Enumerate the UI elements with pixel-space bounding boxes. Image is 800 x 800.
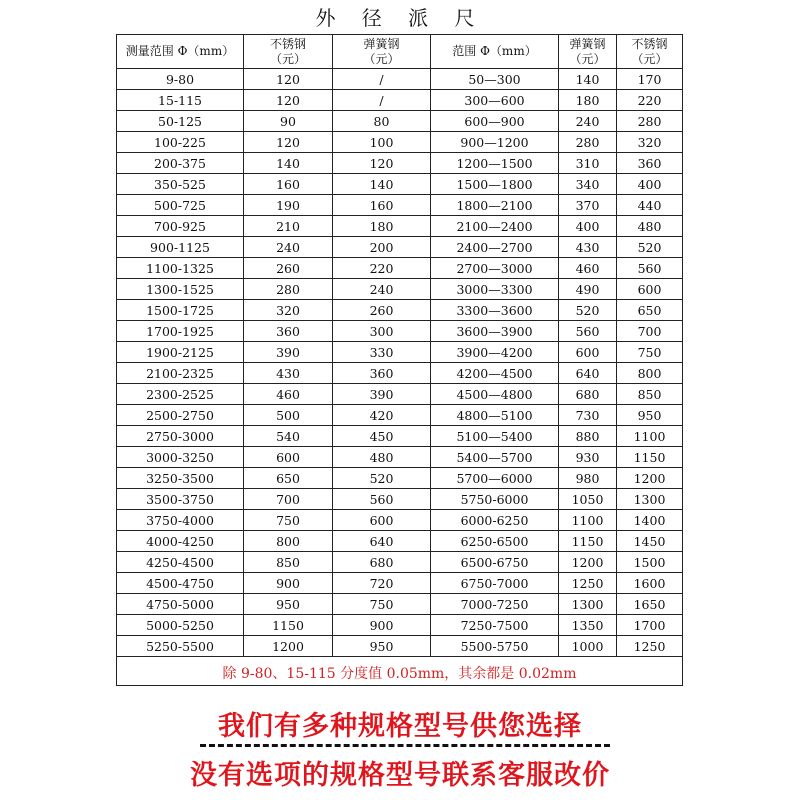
table-row xyxy=(117,426,683,447)
table-row xyxy=(117,258,683,279)
right-range-cell: 1200—1500 xyxy=(431,153,559,174)
right-spring-cell: 370 xyxy=(559,195,617,216)
left-stainless-cell: 750 xyxy=(244,510,333,531)
right-stainless-cell: 360 xyxy=(617,153,683,174)
right-range-cell: 2100—2400 xyxy=(431,216,559,237)
left-range-cell: 2300-2525 xyxy=(117,384,244,405)
right-range-cell: 6500-6750 xyxy=(431,552,559,573)
left-range-cell: 5000-5250 xyxy=(117,615,244,636)
left-stainless-cell: 240 xyxy=(244,237,333,258)
left-stainless-cell: 120 xyxy=(244,69,333,90)
table-row xyxy=(117,174,683,195)
right-spring-cell: 180 xyxy=(559,90,617,111)
right-stainless-cell: 1300 xyxy=(617,489,683,510)
left-stainless-cell: 600 xyxy=(244,447,333,468)
left-stainless-cell: 500 xyxy=(244,405,333,426)
note-cell xyxy=(117,657,683,686)
right-spring-cell: 980 xyxy=(559,468,617,489)
table-row xyxy=(117,489,683,510)
right-range-cell: 7250-7500 xyxy=(431,615,559,636)
left-spring-cell: 220 xyxy=(333,258,431,279)
right-stainless-cell: 480 xyxy=(617,216,683,237)
left-spring-cell: 140 xyxy=(333,174,431,195)
left-spring-cell: 260 xyxy=(333,300,431,321)
table-row xyxy=(117,342,683,363)
left-stainless-cell: 120 xyxy=(244,132,333,153)
right-stainless-cell: 1500 xyxy=(617,552,683,573)
left-stainless-cell: 800 xyxy=(244,531,333,552)
left-stainless-cell: 650 xyxy=(244,468,333,489)
table-row xyxy=(117,384,683,405)
left-range-cell: 15-115 xyxy=(117,90,244,111)
left-range-cell: 3000-3250 xyxy=(117,447,244,468)
right-spring-cell: 880 xyxy=(559,426,617,447)
left-spring-cell: 100 xyxy=(333,132,431,153)
left-stainless-cell: 190 xyxy=(244,195,333,216)
header-right-spring xyxy=(559,35,617,69)
left-stainless-cell: 430 xyxy=(244,363,333,384)
left-range-cell: 1500-1725 xyxy=(117,300,244,321)
left-range-cell: 2100-2325 xyxy=(117,363,244,384)
right-range-cell: 5100—5400 xyxy=(431,426,559,447)
right-stainless-cell: 950 xyxy=(617,405,683,426)
table-row xyxy=(117,111,683,132)
header-right-stainless-line2: （元） xyxy=(631,51,668,66)
left-spring-cell: 560 xyxy=(333,489,431,510)
header-left-range: 测量范围 Φ（mm） xyxy=(117,35,244,69)
header-right-range: 范围 Φ（mm） xyxy=(431,35,559,69)
right-stainless-cell: 1200 xyxy=(617,468,683,489)
right-stainless-cell: 600 xyxy=(617,279,683,300)
table-row xyxy=(117,279,683,300)
right-stainless-cell: 1400 xyxy=(617,510,683,531)
table-row xyxy=(117,132,683,153)
right-spring-cell: 640 xyxy=(559,363,617,384)
right-range-cell: 3300—3600 xyxy=(431,300,559,321)
right-stainless-cell: 1150 xyxy=(617,447,683,468)
right-range-cell: 3000—3300 xyxy=(431,279,559,300)
left-stainless-cell: 210 xyxy=(244,216,333,237)
right-range-cell: 4500—4800 xyxy=(431,384,559,405)
right-stainless-cell: 1100 xyxy=(617,426,683,447)
right-spring-cell: 1100 xyxy=(559,510,617,531)
right-spring-cell: 730 xyxy=(559,405,617,426)
table-row xyxy=(117,405,683,426)
right-stainless-cell: 1650 xyxy=(617,594,683,615)
right-spring-cell: 930 xyxy=(559,447,617,468)
right-spring-cell: 1350 xyxy=(559,615,617,636)
left-range-cell: 350-525 xyxy=(117,174,244,195)
left-stainless-cell: 1200 xyxy=(244,636,333,657)
table-row xyxy=(117,573,683,594)
right-spring-cell: 1300 xyxy=(559,594,617,615)
right-spring-cell: 600 xyxy=(559,342,617,363)
left-spring-cell: 750 xyxy=(333,594,431,615)
left-spring-cell: 160 xyxy=(333,195,431,216)
table-row xyxy=(117,468,683,489)
right-range-cell: 4800—5100 xyxy=(431,405,559,426)
left-range-cell: 100-225 xyxy=(117,132,244,153)
left-range-cell: 4000-4250 xyxy=(117,531,244,552)
table-row xyxy=(117,237,683,258)
left-spring-cell: 450 xyxy=(333,426,431,447)
left-range-cell: 50-125 xyxy=(117,111,244,132)
left-range-cell: 200-375 xyxy=(117,153,244,174)
left-spring-cell: 240 xyxy=(333,279,431,300)
right-stainless-cell: 650 xyxy=(617,300,683,321)
right-stainless-cell: 1450 xyxy=(617,531,683,552)
table-row xyxy=(117,153,683,174)
left-spring-cell: 480 xyxy=(333,447,431,468)
left-range-cell: 4750-5000 xyxy=(117,594,244,615)
left-spring-cell: 640 xyxy=(333,531,431,552)
left-stainless-cell: 950 xyxy=(244,594,333,615)
table-row xyxy=(117,636,683,657)
right-range-cell: 5700—6000 xyxy=(431,468,559,489)
table-row xyxy=(117,195,683,216)
left-range-cell: 1100-1325 xyxy=(117,258,244,279)
left-stainless-cell: 140 xyxy=(244,153,333,174)
right-spring-cell: 1050 xyxy=(559,489,617,510)
right-spring-cell: 340 xyxy=(559,174,617,195)
right-spring-cell: 1250 xyxy=(559,573,617,594)
left-spring-cell: 120 xyxy=(333,153,431,174)
left-spring-cell: 360 xyxy=(333,363,431,384)
left-spring-cell: 80 xyxy=(333,111,431,132)
left-stainless-cell: 460 xyxy=(244,384,333,405)
right-range-cell: 3900—4200 xyxy=(431,342,559,363)
table-row xyxy=(117,300,683,321)
table-row xyxy=(117,552,683,573)
right-stainless-cell: 1700 xyxy=(617,615,683,636)
left-stainless-cell: 390 xyxy=(244,342,333,363)
right-stainless-cell: 850 xyxy=(617,384,683,405)
left-stainless-cell: 850 xyxy=(244,552,333,573)
right-spring-cell: 240 xyxy=(559,111,617,132)
left-range-cell: 4250-4500 xyxy=(117,552,244,573)
right-stainless-cell: 320 xyxy=(617,132,683,153)
right-range-cell: 2700—3000 xyxy=(431,258,559,279)
left-stainless-cell: 540 xyxy=(244,426,333,447)
left-stainless-cell: 120 xyxy=(244,90,333,111)
left-spring-cell: 200 xyxy=(333,237,431,258)
left-spring-cell: 600 xyxy=(333,510,431,531)
right-stainless-cell: 800 xyxy=(617,363,683,384)
right-range-cell: 6000-6250 xyxy=(431,510,559,531)
table-row xyxy=(117,510,683,531)
right-range-cell: 5750-6000 xyxy=(431,489,559,510)
table-row xyxy=(117,69,683,90)
table-body xyxy=(117,69,683,657)
table-row xyxy=(117,321,683,342)
table-row xyxy=(117,531,683,552)
header-left-spring-line1: 弹簧钢 xyxy=(363,36,400,51)
right-stainless-cell: 750 xyxy=(617,342,683,363)
right-range-cell: 900—1200 xyxy=(431,132,559,153)
right-stainless-cell: 170 xyxy=(617,69,683,90)
right-stainless-cell: 1600 xyxy=(617,573,683,594)
left-range-cell: 2750-3000 xyxy=(117,426,244,447)
right-range-cell: 7000-7250 xyxy=(431,594,559,615)
left-stainless-cell: 700 xyxy=(244,489,333,510)
promo-line-1: 我们有多种规格型号供您选择 xyxy=(218,711,582,742)
promo-line-2: 没有选项的规格型号联系客服改价 xyxy=(190,760,610,791)
left-range-cell: 3250-3500 xyxy=(117,468,244,489)
left-range-cell: 700-925 xyxy=(117,216,244,237)
left-range-cell: 9-80 xyxy=(117,69,244,90)
header-left-stainless-line1: 不锈钢 xyxy=(269,36,306,51)
header-left-spring xyxy=(333,35,431,69)
header-left-spring-line2: （元） xyxy=(363,51,400,66)
left-range-cell: 1700-1925 xyxy=(117,321,244,342)
left-range-cell: 4500-4750 xyxy=(117,573,244,594)
header-right-stainless xyxy=(617,35,683,69)
left-spring-cell: / xyxy=(333,69,431,90)
header-left-stainless xyxy=(244,35,333,69)
left-spring-cell: 420 xyxy=(333,405,431,426)
right-spring-cell: 1150 xyxy=(559,531,617,552)
left-range-cell: 3500-3750 xyxy=(117,489,244,510)
left-spring-cell: 180 xyxy=(333,216,431,237)
left-stainless-cell: 360 xyxy=(244,321,333,342)
right-spring-cell: 680 xyxy=(559,384,617,405)
right-stainless-cell: 220 xyxy=(617,90,683,111)
right-stainless-cell: 560 xyxy=(617,258,683,279)
table-row xyxy=(117,615,683,636)
right-range-cell: 5500-5750 xyxy=(431,636,559,657)
table-row xyxy=(117,447,683,468)
right-range-cell: 300—600 xyxy=(431,90,559,111)
right-range-cell: 50—300 xyxy=(431,69,559,90)
left-spring-cell: 720 xyxy=(333,573,431,594)
table-row xyxy=(117,90,683,111)
left-spring-cell: 390 xyxy=(333,384,431,405)
right-range-cell: 2400—2700 xyxy=(431,237,559,258)
right-range-cell: 6750-7000 xyxy=(431,573,559,594)
left-stainless-cell: 90 xyxy=(244,111,333,132)
left-stainless-cell: 280 xyxy=(244,279,333,300)
left-spring-cell: 520 xyxy=(333,468,431,489)
left-range-cell: 500-725 xyxy=(117,195,244,216)
left-stainless-cell: 900 xyxy=(244,573,333,594)
dashed-divider xyxy=(200,744,610,747)
right-spring-cell: 400 xyxy=(559,216,617,237)
right-stainless-cell: 520 xyxy=(617,237,683,258)
note-text: 除 9-80、15-115 分度值 0.05mm，其余都是 0.02mm xyxy=(222,666,577,682)
left-spring-cell: 680 xyxy=(333,552,431,573)
right-range-cell: 3600—3900 xyxy=(431,321,559,342)
table-row xyxy=(117,594,683,615)
header-left-stainless-line2: （元） xyxy=(269,51,306,66)
left-range-cell: 1300-1525 xyxy=(117,279,244,300)
price-table xyxy=(116,34,683,686)
left-spring-cell: / xyxy=(333,90,431,111)
page-title: 外 径 派 尺 xyxy=(315,6,485,30)
right-stainless-cell: 280 xyxy=(617,111,683,132)
right-spring-cell: 310 xyxy=(559,153,617,174)
right-range-cell: 600—900 xyxy=(431,111,559,132)
right-range-cell: 5400—5700 xyxy=(431,447,559,468)
left-spring-cell: 300 xyxy=(333,321,431,342)
left-spring-cell: 900 xyxy=(333,615,431,636)
left-stainless-cell: 320 xyxy=(244,300,333,321)
left-stainless-cell: 1150 xyxy=(244,615,333,636)
right-range-cell: 1500—1800 xyxy=(431,174,559,195)
header-right-stainless-line1: 不锈钢 xyxy=(631,36,668,51)
right-spring-cell: 1200 xyxy=(559,552,617,573)
right-stainless-cell: 440 xyxy=(617,195,683,216)
left-range-cell: 900-1125 xyxy=(117,237,244,258)
right-spring-cell: 140 xyxy=(559,69,617,90)
right-spring-cell: 430 xyxy=(559,237,617,258)
right-spring-cell: 520 xyxy=(559,300,617,321)
right-range-cell: 6250-6500 xyxy=(431,531,559,552)
right-stainless-cell: 400 xyxy=(617,174,683,195)
right-range-cell: 1800—2100 xyxy=(431,195,559,216)
right-spring-cell: 1000 xyxy=(559,636,617,657)
left-spring-cell: 950 xyxy=(333,636,431,657)
right-spring-cell: 490 xyxy=(559,279,617,300)
right-spring-cell: 560 xyxy=(559,321,617,342)
left-range-cell: 2500-2750 xyxy=(117,405,244,426)
header-right-spring-line2: （元） xyxy=(569,51,606,66)
left-range-cell: 1900-2125 xyxy=(117,342,244,363)
header-right-spring-line1: 弹簧钢 xyxy=(569,36,606,51)
left-range-cell: 3750-4000 xyxy=(117,510,244,531)
right-stainless-cell: 1250 xyxy=(617,636,683,657)
right-spring-cell: 280 xyxy=(559,132,617,153)
left-stainless-cell: 160 xyxy=(244,174,333,195)
right-spring-cell: 460 xyxy=(559,258,617,279)
right-stainless-cell: 700 xyxy=(617,321,683,342)
note-row xyxy=(117,657,683,686)
left-spring-cell: 330 xyxy=(333,342,431,363)
table-row xyxy=(117,216,683,237)
left-stainless-cell: 260 xyxy=(244,258,333,279)
right-range-cell: 4200—4500 xyxy=(431,363,559,384)
left-range-cell: 5250-5500 xyxy=(117,636,244,657)
table-row xyxy=(117,363,683,384)
table-header-row xyxy=(117,35,683,69)
